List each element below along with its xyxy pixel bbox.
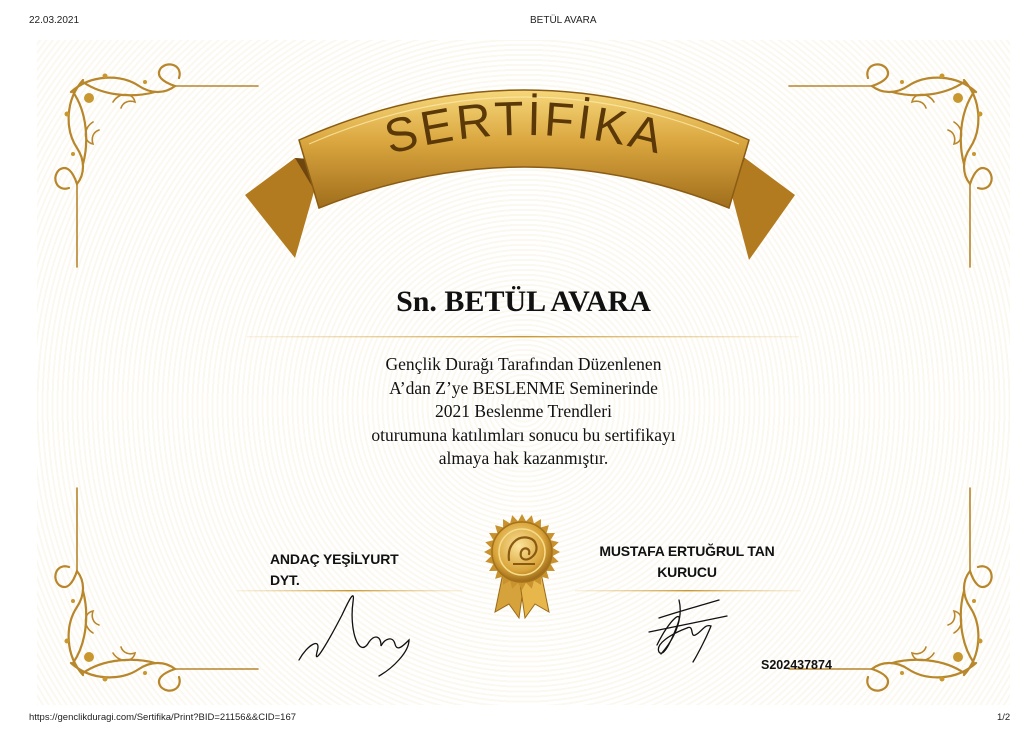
award-seal-icon bbox=[484, 514, 560, 618]
name-divider bbox=[247, 336, 799, 337]
ornament-corner-icon bbox=[55, 64, 258, 267]
print-header-title: BETÜL AVARA bbox=[530, 15, 597, 26]
ornament-corner-icon bbox=[789, 64, 992, 267]
body-line: A’dan Z’ye BESLENME Seminerinde bbox=[389, 377, 658, 398]
signature-line-right bbox=[575, 590, 801, 591]
signatory-left-title: DYT. bbox=[270, 572, 300, 588]
print-footer-page: 1/2 bbox=[997, 712, 1011, 723]
body-line: 2021 Beslenme Trendleri bbox=[435, 401, 612, 421]
print-footer-url[interactable]: https://genclikduragi.com/Sertifika/Print?BID=21156&&CID=167 bbox=[29, 712, 297, 723]
signature-right bbox=[649, 600, 727, 662]
certificate-body bbox=[37, 353, 1010, 471]
recipient-name: Sn. BETÜL AVARA bbox=[396, 285, 651, 318]
print-header-date: 22.03.2021 bbox=[29, 15, 80, 26]
signatory-left bbox=[270, 549, 398, 591]
certificate bbox=[37, 40, 1010, 705]
signatory-left-name: ANDAÇ YEŞİLYURT bbox=[270, 551, 399, 567]
signatory-right bbox=[577, 541, 797, 583]
signatory-right-title: KURUCU bbox=[657, 564, 717, 580]
ornament-corner-icon bbox=[55, 488, 258, 691]
signatory-right-name: MUSTAFA ERTUĞRUL TAN bbox=[599, 543, 775, 559]
body-line: Gençlik Durağı Tarafından Düzenlenen bbox=[385, 354, 662, 374]
serial-number: S202437874 bbox=[761, 658, 832, 672]
body-line: almaya hak kazanmıştır. bbox=[438, 448, 609, 468]
signature-left bbox=[299, 596, 409, 676]
body-line: oturumuna katılımları sonucu bu sertifikayı bbox=[371, 424, 676, 445]
banner-title: SERTİFİKA bbox=[379, 92, 671, 165]
